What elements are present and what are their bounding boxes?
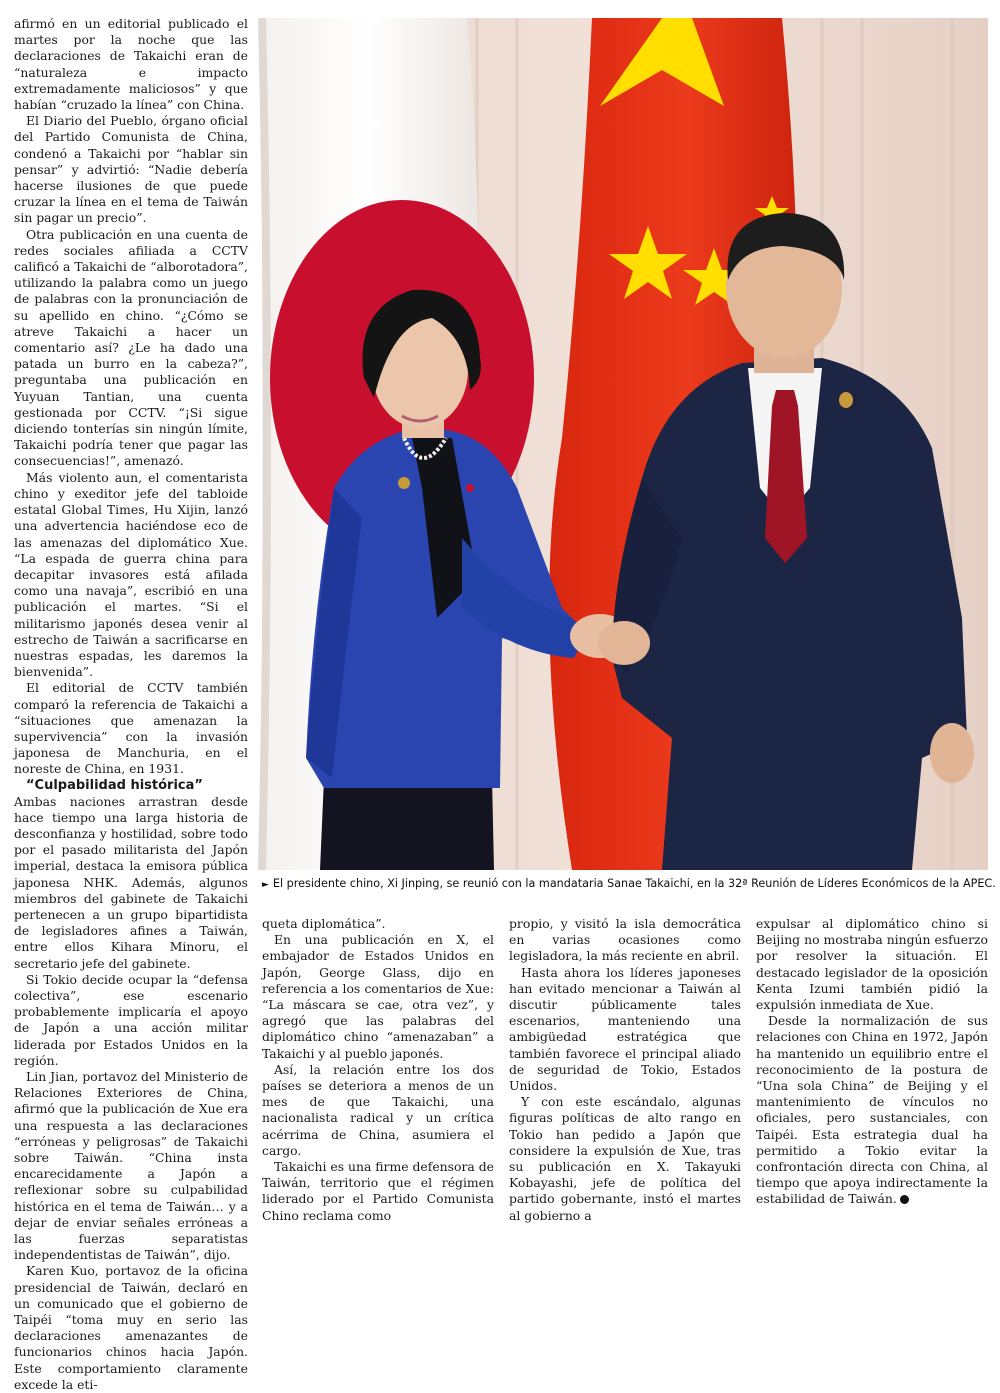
article-column-3 [509, 916, 741, 1224]
paragraph: expulsar al diplomático chino si Beijing no mostraba ningún esfuerzo por resolver la situación. El destacado legislador de la oposición Kenta Izumi también pidió la expulsión inmediata de Xue. [756, 916, 988, 1013]
caption-text: El presidente chino, Xi Jinping, se reunió con la mandataria Sanae Takaichi, en la 32ª Reunión de Líderes Económicos de la APEC. [272, 877, 996, 890]
paragraph: Takaichi es una firme defensora de Taiwán, territorio que el régimen liderado por el Partido Comunista Chino reclama como [262, 1159, 494, 1223]
end-mark-icon [900, 1195, 909, 1204]
paragraph: El Diario del Pueblo, órgano oficial del Partido Comunista de China, condenó a Takaichi por “hablar sin pensar” y advirtió: “Nadie debería hacerse ilusiones de que puede cruzar la línea en el tema de Taiwán sin pagar un precio”. [14, 113, 248, 226]
paragraph: Ambas naciones arrastran desde hace tiempo una larga historia de desconfianza y hostilidad, sobre todo por el pasado militarista del Japón imperial, destaca la emisora pública japonesa NHK. Además, algunos miembros del gabinete de Takaichi pertenecen a un grupo bipartidista de legisladores afines a Taiwán, entre ellos Kihara Minoru, el secretario jefe del gabinete. [14, 793, 248, 971]
handshake-photo [262, 18, 988, 870]
paragraph: Más violento aun, el comentarista chino y exeditor jefe del tabloide estatal Global Times, Hu Xijin, lanzó una advertencia haciéndose eco de las amenazas del diplomático Xue. “La espada de guerra china para decapitar invasores está afilada como una navaja”, escribió en una publicación el martes. “Si el militarismo japonés desea venir al estrecho de Taiwán a sacrificarse en nuestras espadas, les daremos la bienvenida”. [14, 469, 248, 680]
handshake-photo-illustration [262, 18, 988, 870]
paragraph-text: Desde la normalización de sus relaciones con China en 1972, Japón ha mantenido un equilibrio entre el reconocimiento de la postura de “Una sola China” de Beijing y el mantenimiento de vínculos no oficiales, pero sustanciales, con Taipéi. Esta estrategia dual ha permitido a Tokio evitar la confrontación directa con China, al tiempo que apoya indirectamente la estabilidad de Taiwán. [756, 1013, 988, 1207]
paragraph: El editorial de CCTV también comparó la referencia de Takaichi a “situaciones que amenazan la supervivencia” con la invasión japonesa de Manchuria, en el noreste de China, en 1931. [14, 680, 248, 777]
paragraph: Karen Kuo, portavoz de la oficina presidencial de Taiwán, declaró en un comunicado que el gobierno de Taipéi “toma muy en serio las declaraciones amenazantes de funcionarios chinos hacia Japón. Este comportamiento claramente excede la eti- [14, 1263, 248, 1392]
article-column-1 [14, 16, 248, 1393]
paragraph [756, 1013, 988, 1207]
paragraph: propio, y visitó la isla democrática en varias ocasiones como legisladora, la más reciente en abril. [509, 916, 741, 964]
paragraph: Y con este escándalo, algunas figuras políticas de alto rango en Tokio han pedido a Japón que considere la expulsión de Xue, tras su publicación en X. Takayuki Kobayashi, jefe de política del partido gobernante, instó el martes al gobierno a [509, 1094, 741, 1223]
paragraph: Otra publicación en una cuenta de redes sociales afiliada a CCTV calificó a Takaichi de “alborotadora”, utilizando la palabra como un juego de palabras con la pronunciación de su apellido en chino. “¿Cómo se atreve Takaichi a hacer un comentario así? ¿Le ha dado una patada un burro en la cabeza?”, preguntaba una publicación en Yuyuan Tantian, una cuenta gestionada por CCTV. “¡Si sigue diciendo tonterías sin ningún límite, Takaichi podría tener que pagar las consecuencias!”, amenazó. [14, 226, 248, 469]
article-column-4 [756, 916, 988, 1208]
paragraph: afirmó en un editorial publicado el martes por la noche que las declaraciones de Takaichi eran de “naturaleza e impacto extremadamente maliciosos” y que habían “cruzado la línea” con China. [14, 16, 248, 113]
paragraph: En una publicación en X, el embajador de Estados Unidos en Japón, George Glass, dijo en referencia a los comentarios de Xue: “La máscara se cae, otra vez”, y agregó que las palabras del diplomático chino “amenazaban” a Takaichi y al pueblo japonés. [262, 932, 494, 1061]
paragraph: Si Tokio decide ocupar la “defensa colectiva”, ese escenario probablemente implicaría el apoyo de Japón a una acción militar liderada por Estados Unidos en la región. [14, 971, 248, 1068]
paragraph: Lin Jian, portavoz del Ministerio de Relaciones Exteriores de China, afirmó que la publicación de Xue era una respuesta a las declaraciones “erróneas y peligrosas” de Takaichi sobre Taiwán. “China insta encarecidamente a Japón a reflexionar sobre su culpabilidad histórica en el tema de Taiwán… y a dejar de enviar señales erróneas a las fuerzas separatistas independentistas de Taiwán”, dijo. [14, 1069, 248, 1263]
paragraph: queta diplomática”. [262, 916, 386, 931]
photo-caption [262, 876, 996, 893]
paragraph: Así, la relación entre los dos países se deteriora a menos de un mes de que Takaichi, una nacionalista radical y un crítica acérrima de China, asumiera el cargo. [262, 1061, 494, 1158]
article-column-2 [262, 916, 494, 1224]
section-subheading: “Culpabilidad histórica” [26, 777, 203, 793]
caption-marker-icon: ► [262, 880, 269, 890]
paragraph: Hasta ahora los líderes japoneses han evitado mencionar a Taiwán al discutir públicamente tales escenarios, manteniendo una ambigüedad estratégica que también favorece el principal aliado de seguridad de Tokio, Estados Unidos. [509, 964, 741, 1094]
